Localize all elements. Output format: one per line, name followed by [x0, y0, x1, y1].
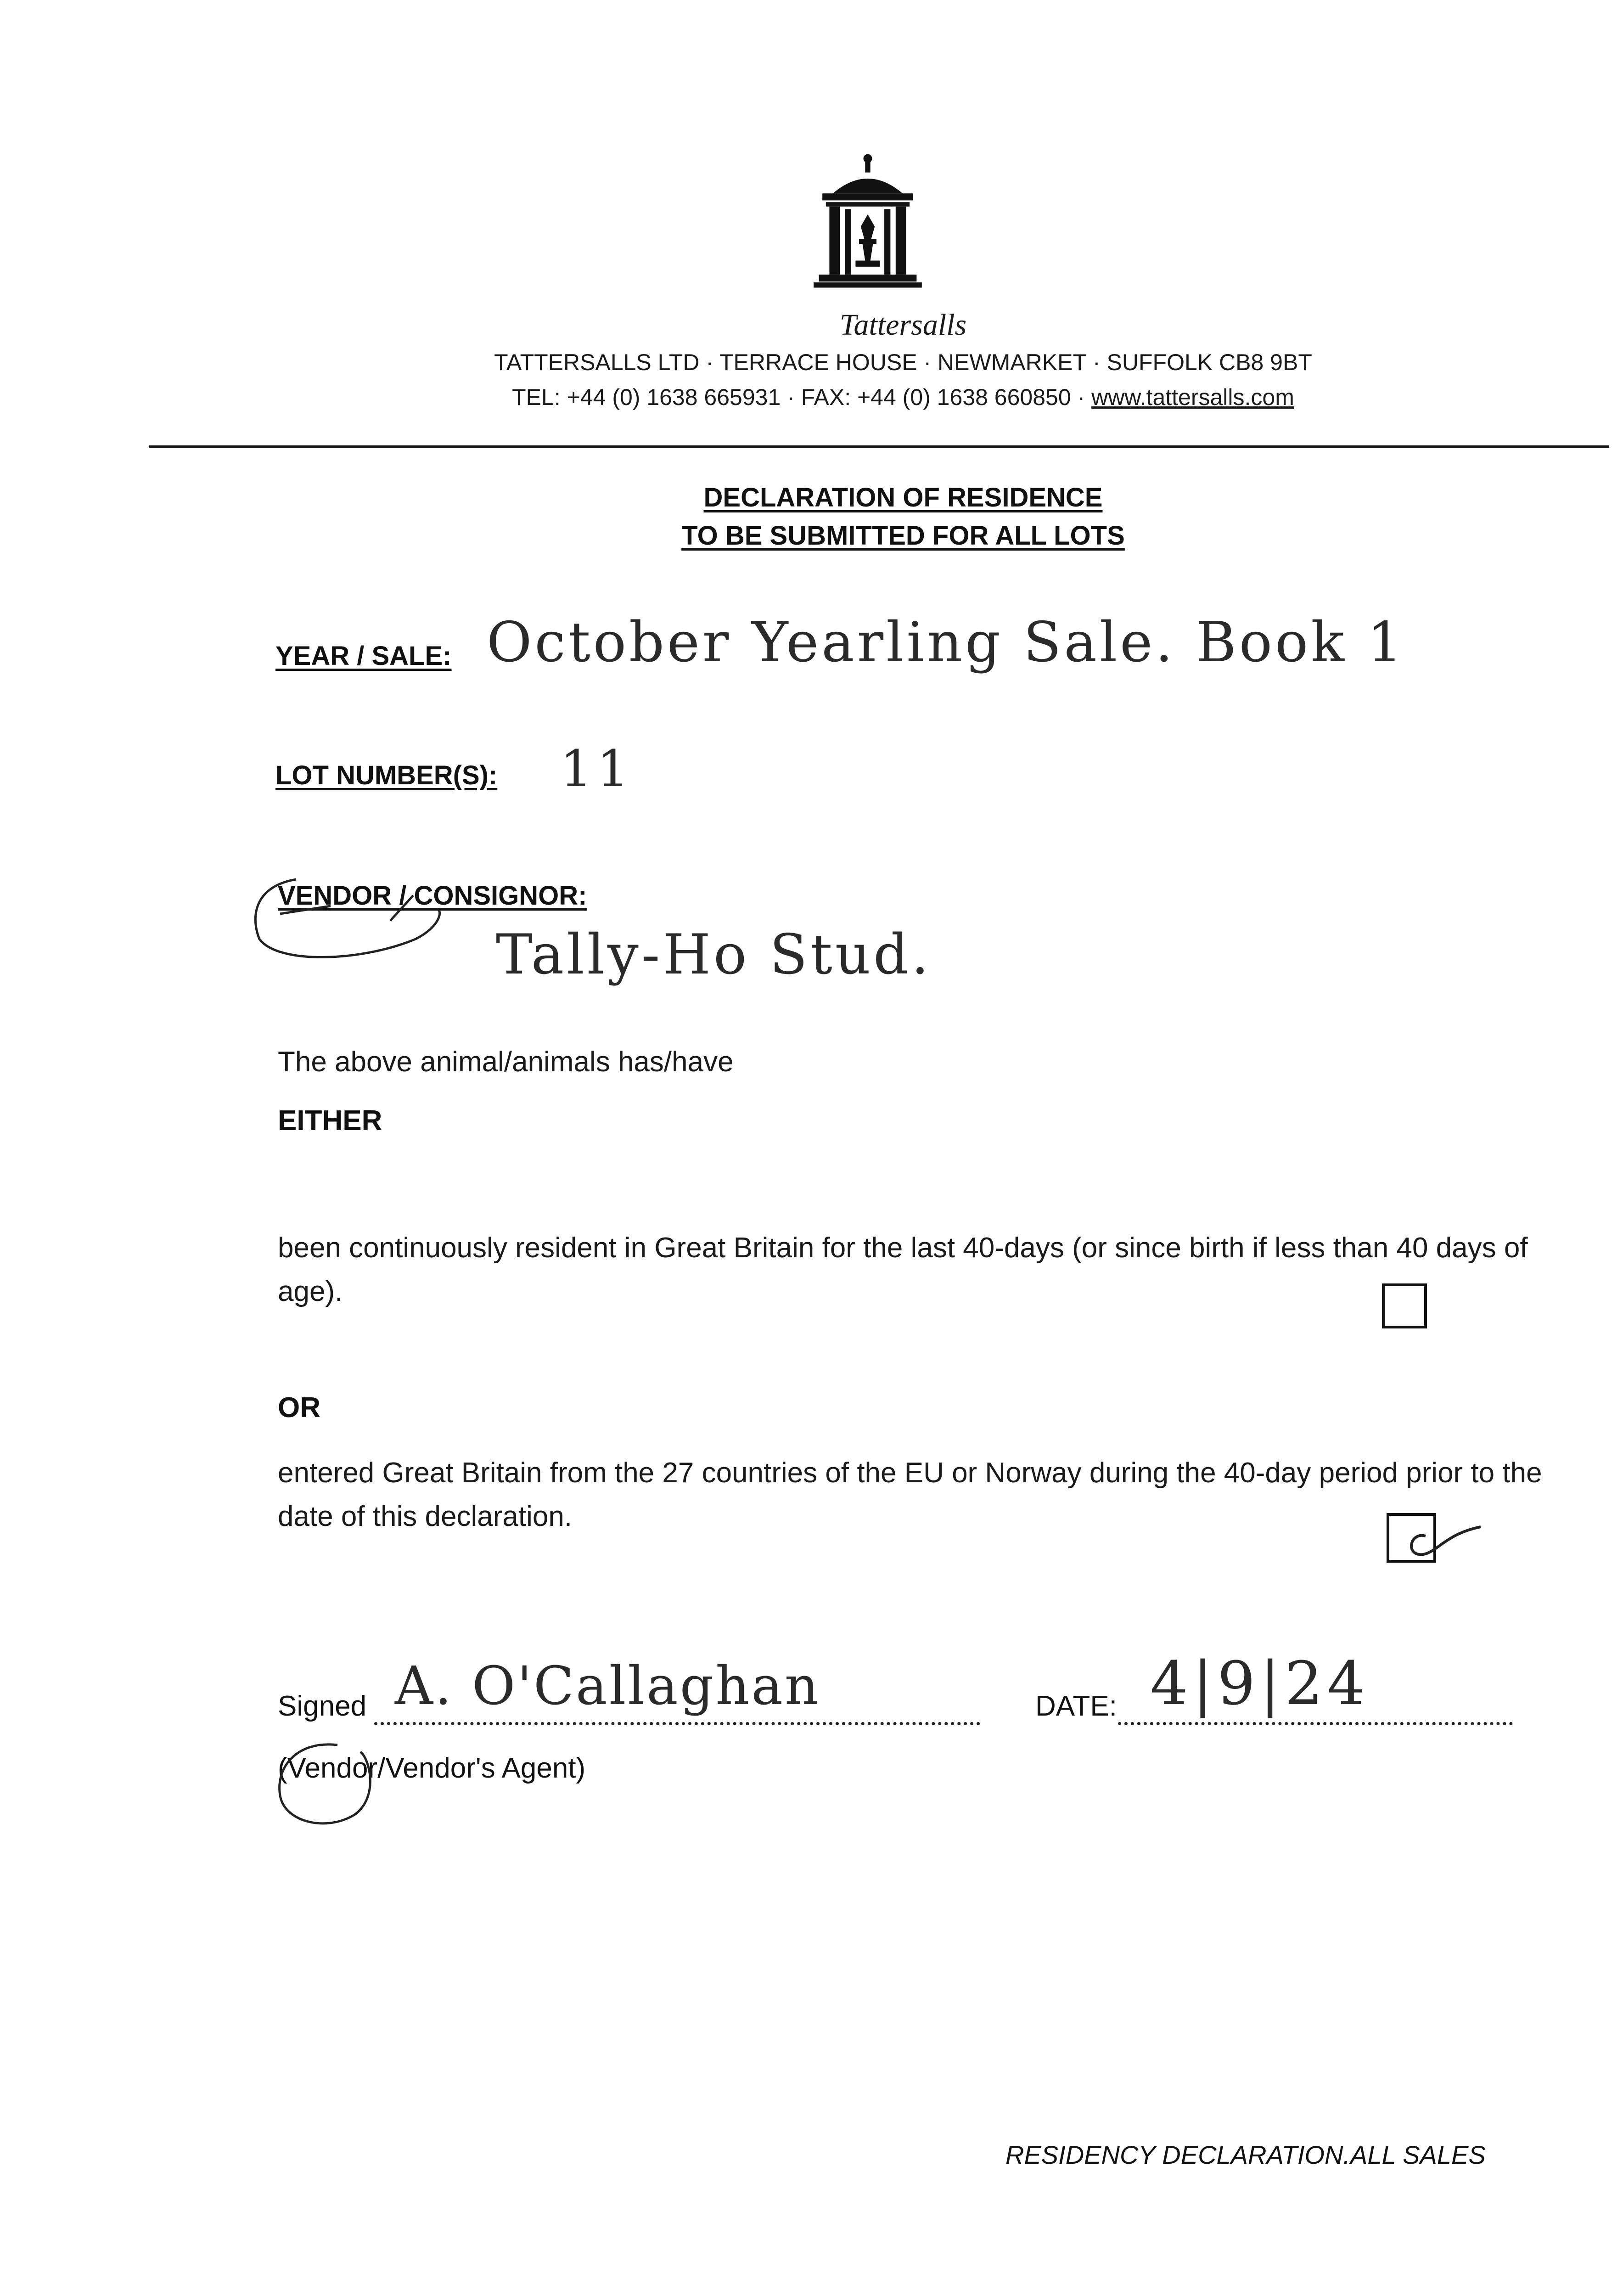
- lot-number-value[interactable]: 11: [560, 739, 634, 798]
- form-title-line2: TO BE SUBMITTED FOR ALL LOTS: [681, 521, 1125, 551]
- website-link[interactable]: www.tattersalls.com: [1091, 384, 1294, 410]
- date-label: DATE:: [1035, 1690, 1117, 1722]
- year-sale-label: YEAR / SALE:: [275, 641, 452, 671]
- letterhead-divider: [149, 445, 1609, 448]
- intro-text: The above animal/animals has/have: [278, 1046, 734, 1078]
- contact-text: TEL: +44 (0) 1638 665931 · FAX: +44 (0) 1638 660850 ·: [512, 384, 1092, 410]
- option2-tick-mark: [1391, 1506, 1483, 1570]
- brand-name: Tattersalls: [839, 308, 967, 342]
- contact-line: [352, 384, 1454, 411]
- date-value[interactable]: 4|9|24: [1150, 1649, 1370, 1718]
- option1-checkbox[interactable]: [1382, 1283, 1427, 1328]
- vendor-consignor-value[interactable]: Tally-Ho Stud.: [496, 923, 932, 987]
- signature-value[interactable]: A. O'Callaghan: [395, 1655, 821, 1717]
- either-heading: EITHER: [278, 1105, 382, 1137]
- vendor-circle-mark: [241, 861, 448, 976]
- vendor-role-circle-mark: [269, 1731, 383, 1837]
- option2-text: entered Great Britain from the 27 countries of the EU or Norway during the 40-day period prior to the date of this declaration.: [278, 1457, 1542, 1532]
- signer-role-label: (Vendor/Vendor's Agent): [278, 1752, 586, 1784]
- tattersalls-logo: [781, 152, 955, 326]
- signed-label: Signed: [278, 1690, 367, 1722]
- form-title-line1: DECLARATION OF RESIDENCE: [703, 483, 1103, 512]
- year-sale-value[interactable]: October Yearling Sale. Book 1: [487, 611, 1405, 675]
- or-heading: OR: [278, 1392, 320, 1424]
- form-footer: RESIDENCY DECLARATION.ALL SALES: [1005, 2140, 1486, 2169]
- lot-number-label: LOT NUMBER(S):: [275, 760, 498, 790]
- address-line: TATTERSALLS LTD · TERRACE HOUSE · NEWMARKET · SUFFOLK CB8 9BT: [494, 349, 1312, 375]
- vendor-consignor-label: VENDOR / CONSIGNOR:: [278, 881, 587, 911]
- option1-text: been continuously resident in Great Britain for the last 40-days (or since birth if less than 40 days of age).: [278, 1232, 1528, 1307]
